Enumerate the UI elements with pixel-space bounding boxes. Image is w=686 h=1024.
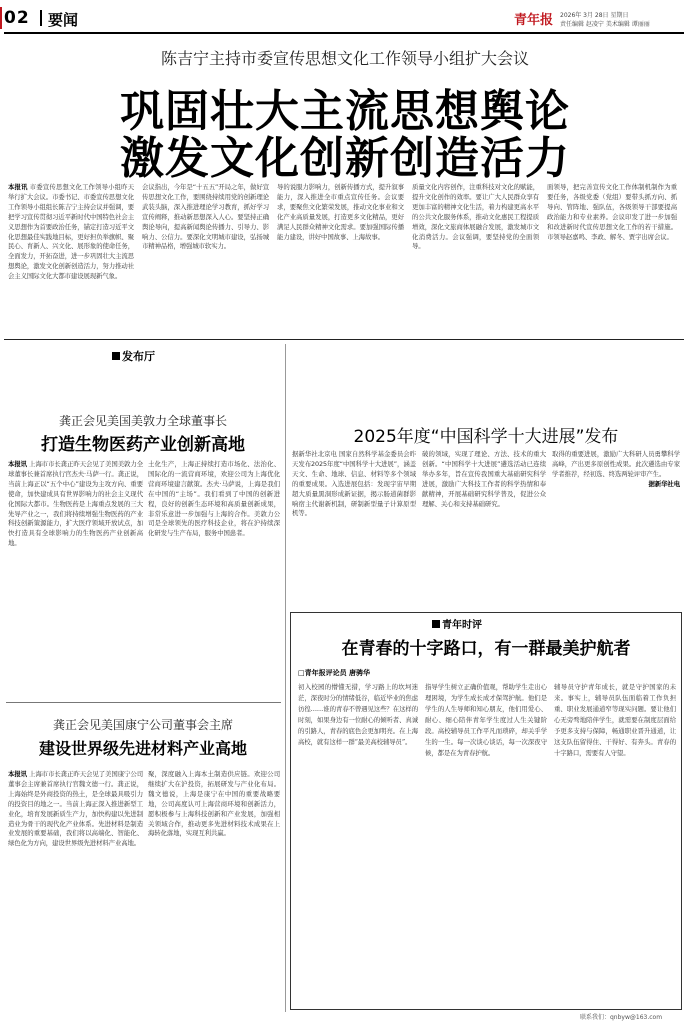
- news1-bottom-rule: [6, 702, 281, 703]
- lead-body-4: 质量文化内容创作，注重科技对文化的赋能，提升文化创作的效率。要让广大人民群众享有更加丰富的精神文化生活，着力构建更高水平的公共文化服务体系，推动文化惠民工程提质增效，深化文旅商体展融合发展，激发城市文化消费活力。会议强调，要坚持党的全面领导。: [412, 183, 539, 251]
- lead-headline-line1: 巩固壮大主流思想舆论: [120, 86, 570, 137]
- page-number: 02: [4, 8, 30, 28]
- section-divider: [40, 10, 42, 26]
- science-column-3: [552, 450, 680, 610]
- news2-body-1: 上海市市长龚正昨天会见了美国康宁公司董事会主席兼首席执行官魏文德一行。龚正说，上海始终是外商投资的热土，是全球最具吸引力的投资目的地之一。当前上海正深入推进新型工业化，培育发展新质生产力，加快构建以先进制造业为骨干的现代化产业体系。先进材料是制造业发展的重要基础，我们将以高端化、智能化、绿色化为方向，建设世界级先进材料产业高地。: [8, 770, 143, 848]
- lead-body-2: 会议指出，今年是“十五五”开局之年，做好宣传思想文化工作，要围绕持续用党的创新理论武装头脑，深入推进理论学习教育，抓好学习宣传阐释，推动新思想深入人心。要坚持正确舆论导向，提高新闻舆论传播力、引导力、影响力、公信力。要深化文明城市建设，弘扬城市精神品格，增强城市软实力。: [142, 183, 269, 251]
- footer-contact: 联系我们：qnbyw@163.com: [580, 1014, 663, 1021]
- opinion-body-1: 初入校园的懵懂无措，学习路上的坎坷迷茫，深夜时分的情绪低谷，临近毕业的焦虑彷徨……谁的青春不曾遇见这些？在这样的时刻，如果身边有一位耐心的倾听者、真诚的引路人，青春的底色会更加明亮。在上海高校，就有这样一群“最美高校辅导员”。: [298, 683, 418, 746]
- opinion-column-3: [554, 682, 676, 1004]
- news1-column-1: [8, 460, 143, 694]
- opinion-body-2: 指导学生树立正确价值观，帮助学生走出心理困境，为学生成长成才保驾护航。他们是学生的人生导师和知心朋友，他们用爱心、耐心、细心陪伴青年学生度过人生关键阶段。高校辅导员工作平凡而琐碎，却关乎学生的一生。每一次谈心谈话，每一次深夜守候，都是在为青春护航。: [425, 683, 547, 757]
- science-body-1: 据新华社北京电 国家自然科学基金委员会昨天发布2025年度“中国科学十大进展”，涵盖天文、生命、地球、信息、材料等多个领域的重要成果。入选进展包括：发现宇宙早期超大质量黑洞形成新证据，揭示肠道菌群影响宿主代谢新机制，研制新型量子计算原型机等。: [292, 450, 416, 518]
- lead-body-3: 导的说服力影响力，创新传播方式，提升叙事能力，深入推进全市重点宣传任务。会议要求，要聚焦文化繁荣发展，推动文化事业和文化产业高质量发展，打造更多文化精品，更好满足人民群众精神文化需求。要加强国际传播能力建设，讲好中国故事、上海故事。: [277, 183, 404, 241]
- news-tag: [112, 348, 155, 364]
- news2-column-2: [148, 770, 280, 1006]
- news2-body-2: 聚，深度融入上海本土制造供应链。欢迎公司继续扩大在沪投资，拓展研发与产业化布局。魏文德说，上海是康宁在中国的重要战略要地，公司高度认可上海营商环境和创新活力，愿积极参与上海科技创新和产业发展，加强相关领域合作，推动更多先进材料技术成果在上海转化落地，实现互利共赢。: [148, 770, 280, 838]
- news-tag-label: 发布厅: [122, 350, 155, 363]
- lead-bottom-rule: [4, 339, 684, 340]
- masthead-red-block: [0, 7, 2, 29]
- paper-logo: 青年报: [514, 13, 554, 28]
- news1-kicker: 龚正会见美国美敦力全球董事长: [58, 414, 227, 428]
- opinion-byline: □青年报评论员 唐骋华: [298, 669, 371, 677]
- opinion-tag: [432, 616, 482, 631]
- lead-column-4: [412, 183, 539, 333]
- news2-kicker: 龚正会见美国康宁公司董事会主席: [52, 718, 233, 732]
- news1-column-2: [148, 460, 280, 694]
- news1-headline: 打造生物医药产业创新高地: [41, 435, 245, 455]
- date-line: 2026年 3月 28日 星期日: [560, 12, 629, 19]
- science-credit: 据新华社电: [648, 479, 680, 488]
- lead-kicker: 陈吉宁主持市委宣传思想文化工作领导小组扩大会议: [160, 49, 529, 68]
- news2-headline: 建设世界级先进材料产业高地: [38, 739, 247, 758]
- science-column-2: [422, 450, 546, 610]
- lead-byline: 本报讯: [8, 183, 28, 191]
- opinion-column-1: [298, 682, 418, 1004]
- lead-column-2: [142, 183, 269, 333]
- section-name: 要闻: [48, 11, 79, 29]
- lead-body-1: 市委宣传思想文化工作领导小组昨天举行扩大会议。市委书记、市委宣传思想文化工作领导小组组长陈吉宁主持会议并强调，要把学习宣传贯彻习近平新时代中国特色社会主义思想作为首要政治任务，锚定打造习近平文化思想最佳实践地目标，更好担负举旗帜、聚民心、育新人、兴文化、展形象的使命任务，全面发力，开拓奋进，进一步巩固壮大主流思想舆论，激发文化创新创造活力，努力推动社会主义国际文化大都市建设展现新气象。: [8, 183, 134, 281]
- lead-column-3: [277, 183, 404, 333]
- opinion-column-2: [425, 682, 547, 1004]
- news1-body-1: 上海市市长龚正昨天会见了美国美敦力全球董事长兼首席执行官杰夫·马萨一行。龚正说，当前上海正以“五个中心”建设为主攻方向、重要使命，加快建成具有世界影响力的社会主义现代化国际大都市。生物医药是上海重点发展的三大先导产业之一，我们将持续增强生物医药的产业科技创新策源能力，扩大医疗领域开放试点，加快打造具有全球影响力的生物医药产业创新高地。: [8, 460, 143, 548]
- lead-column-1: [8, 183, 134, 333]
- opinion-tag-label: 青年时评: [442, 620, 482, 631]
- science-body-2: 破的领域，实现了理论、方法、技术的重大创新。“中国科学十大进展”遴选活动已连续举办多年，旨在宣传我国重大基础研究科学进展，激励广大科技工作者的科学热情和奉献精神，开展基础研究科学普及，促进公众理解、关心和支持基础研究。: [422, 450, 546, 508]
- column-divider: [285, 344, 286, 1012]
- tag-square-icon: [112, 352, 120, 360]
- lead-column-5: [547, 183, 677, 333]
- tag-square-icon: [432, 620, 440, 628]
- news1-byline: 本报讯: [8, 460, 28, 468]
- science-headline: 2025年度“中国科学十大进展”发布: [353, 427, 619, 447]
- news1-body-2: 土化生产，上海正持续打造市场化、法治化、国际化的一流营商环境，欢迎公司为上海优化营商环境建言献策。杰夫·马萨说，上海是我们在中国的“主场”。我们看到了中国的创新进程，良好的创新生态环境和高质量创新成果，非常乐意进一步加强与上海的合作。美敦力公司是全球领先的医疗科技企业，将在沪持续深化研发与生产布局，服务中国患者。: [148, 460, 280, 538]
- science-body-3: 取得的重要进展，激励广大科研人员勇攀科学高峰，产出更多原创性成果。此次遴选由专家学者推荐，经初选、终选两轮评审产生。: [552, 450, 680, 478]
- opinion-headline: 在青春的十字路口，有一群最美护航者: [341, 639, 631, 659]
- lead-body-5: 面领导，把完善宣传文化工作体制机制作为重要任务，各级党委（党组）要带头抓方向、抓导向、管阵地、强队伍，各级领导干部要提高政治能力和专业素养。会议印发了进一步加强和改进新时代宣传思想文化工作的若干措施。市领导赵嘉鸣、李政、解冬、贾宇出席会议。: [547, 183, 677, 241]
- opinion-body-3: 辅导员守护青年成长，就是守护国家的未来。事实上，辅导员队伍面临着工作负担重、职业发展通道窄等现实问题。要让他们心无旁骛地陪伴学生，就需要在制度层面给予更多支持与保障，畅通职业晋升通道，让这支队伍留得住、干得好、有奔头。青春的十字路口，需要有人守望。: [554, 683, 676, 757]
- science-column-1: [292, 450, 416, 610]
- news2-byline: 本报讯: [8, 770, 28, 778]
- lead-headline-line2: 激发文化创新创造活力: [120, 133, 570, 184]
- masthead-rule: [4, 32, 684, 34]
- news2-column-1: [8, 770, 143, 1006]
- editors-line: 责任编辑 赵凌宁 美术编辑 谭丽丽: [560, 21, 650, 28]
